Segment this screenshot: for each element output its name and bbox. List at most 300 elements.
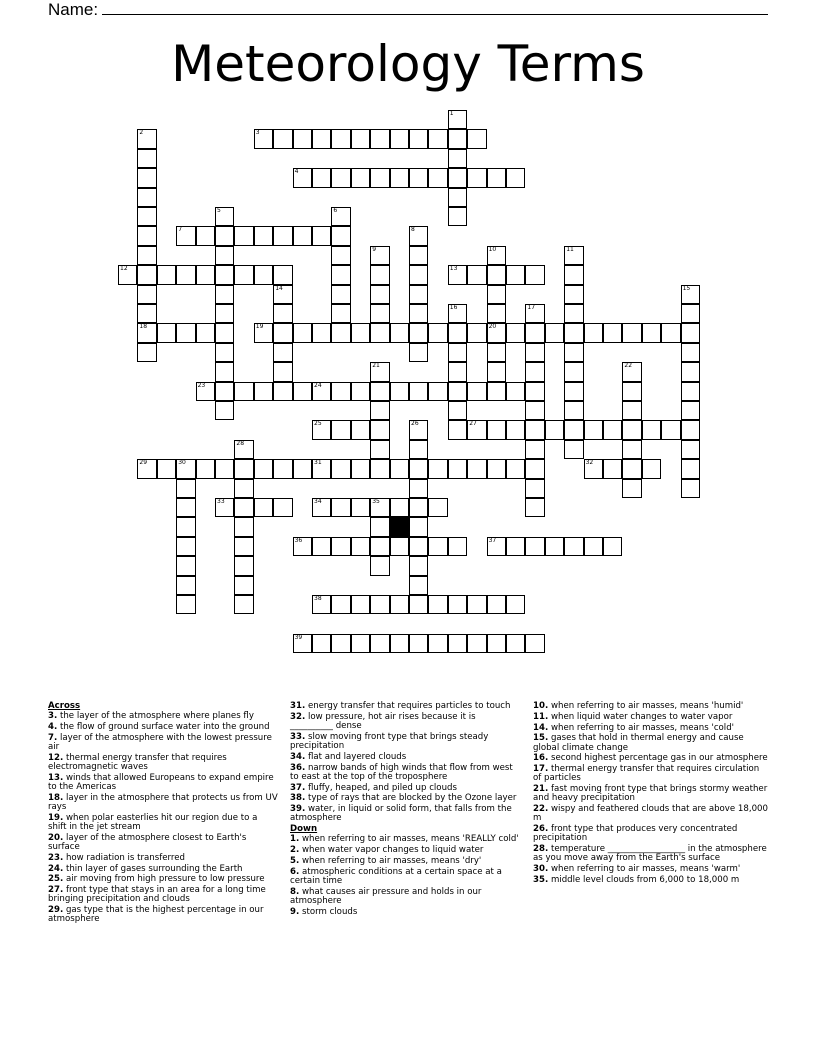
grid-cell[interactable] [370, 168, 389, 187]
black-square [390, 517, 409, 536]
grid-cell[interactable] [564, 440, 583, 459]
grid-cell[interactable] [409, 576, 428, 595]
grid-cell[interactable] [448, 265, 467, 284]
grid-cell[interactable] [312, 537, 331, 556]
grid-cell[interactable] [506, 168, 525, 187]
grid-cell[interactable] [390, 129, 409, 148]
grid-cell[interactable] [370, 634, 389, 653]
grid-cell[interactable] [448, 459, 467, 478]
grid-cell[interactable] [681, 382, 700, 401]
grid-cell[interactable] [331, 265, 350, 284]
grid-cell[interactable] [137, 246, 156, 265]
grid-cell[interactable] [312, 168, 331, 187]
grid-cell[interactable] [409, 246, 428, 265]
grid-cell[interactable] [467, 168, 486, 187]
grid-cell[interactable] [681, 304, 700, 323]
grid-cell[interactable] [467, 129, 486, 148]
clue-number: 20 [488, 323, 497, 331]
grid-cell[interactable] [196, 323, 215, 342]
grid-cell[interactable] [448, 634, 467, 653]
grid-cell[interactable] [370, 304, 389, 323]
grid-cell[interactable] [661, 323, 680, 342]
grid-cell[interactable] [390, 537, 409, 556]
grid-cell[interactable] [525, 459, 544, 478]
grid-cell[interactable] [137, 149, 156, 168]
grid-cell[interactable] [564, 537, 583, 556]
grid-cell[interactable] [428, 634, 447, 653]
grid-cell[interactable] [525, 265, 544, 284]
grid-cell[interactable] [370, 323, 389, 342]
grid-cell[interactable] [273, 323, 292, 342]
grid-cell[interactable] [603, 420, 622, 439]
grid-cell[interactable] [176, 498, 195, 517]
grid-cell[interactable] [409, 226, 428, 245]
grid-cell[interactable] [448, 149, 467, 168]
grid-cell[interactable] [137, 323, 156, 342]
grid-cell[interactable] [370, 246, 389, 265]
grid-cell[interactable] [215, 459, 234, 478]
grid-cell[interactable] [176, 265, 195, 284]
grid-cell[interactable] [448, 168, 467, 187]
grid-cell[interactable] [370, 498, 389, 517]
grid-cell[interactable] [409, 285, 428, 304]
grid-cell[interactable] [331, 129, 350, 148]
grid-cell[interactable] [331, 634, 350, 653]
grid-cell[interactable] [370, 459, 389, 478]
grid-cell[interactable] [584, 537, 603, 556]
grid-cell[interactable] [409, 304, 428, 323]
grid-cell[interactable] [137, 188, 156, 207]
grid-cell[interactable] [525, 401, 544, 420]
grid-cell[interactable] [215, 323, 234, 342]
grid-cell[interactable] [448, 420, 467, 439]
grid-cell[interactable] [293, 323, 312, 342]
grid-cell[interactable] [370, 517, 389, 536]
clue-item [290, 888, 520, 906]
grid-cell[interactable] [487, 285, 506, 304]
grid-cell[interactable] [564, 246, 583, 265]
grid-cell[interactable] [661, 420, 680, 439]
grid-cell[interactable] [390, 595, 409, 614]
grid-cell[interactable] [409, 517, 428, 536]
grid-cell[interactable] [312, 420, 331, 439]
grid-cell[interactable] [681, 420, 700, 439]
grid-cell[interactable] [351, 168, 370, 187]
grid-cell[interactable] [254, 265, 273, 284]
grid-cell[interactable] [293, 168, 312, 187]
grid-cell[interactable] [467, 420, 486, 439]
grid-cell[interactable] [254, 498, 273, 517]
grid-cell[interactable] [351, 459, 370, 478]
grid-cell[interactable] [448, 382, 467, 401]
grid-cell[interactable] [370, 595, 389, 614]
grid-cell[interactable] [390, 382, 409, 401]
grid-cell[interactable] [351, 498, 370, 517]
grid-cell[interactable] [506, 382, 525, 401]
grid-cell[interactable] [331, 420, 350, 439]
grid-cell[interactable] [564, 401, 583, 420]
grid-cell[interactable] [545, 323, 564, 342]
grid-cell[interactable] [273, 498, 292, 517]
grid-cell[interactable] [487, 343, 506, 362]
grid-cell[interactable] [370, 420, 389, 439]
clue-number: 9. [290, 906, 300, 917]
grid-cell[interactable] [215, 265, 234, 284]
grid-cell[interactable] [137, 207, 156, 226]
grid-cell[interactable] [273, 285, 292, 304]
grid-cell[interactable] [487, 265, 506, 284]
grid-cell[interactable] [312, 382, 331, 401]
grid-cell[interactable] [234, 576, 253, 595]
grid-cell[interactable] [622, 459, 641, 478]
grid-cell[interactable] [137, 285, 156, 304]
grid-cell[interactable] [409, 168, 428, 187]
grid-cell[interactable] [390, 168, 409, 187]
grid-cell[interactable] [254, 459, 273, 478]
grid-cell[interactable] [409, 382, 428, 401]
grid-cell[interactable] [331, 537, 350, 556]
grid-cell[interactable] [545, 537, 564, 556]
grid-cell[interactable] [525, 382, 544, 401]
grid-cell[interactable] [428, 459, 447, 478]
grid-cell[interactable] [681, 401, 700, 420]
grid-cell[interactable] [390, 498, 409, 517]
grid-cell[interactable] [564, 420, 583, 439]
grid-cell[interactable] [234, 498, 253, 517]
clue-number: 21. [533, 784, 549, 795]
grid-cell[interactable] [564, 323, 583, 342]
grid-cell[interactable] [196, 459, 215, 478]
grid-cell[interactable] [525, 343, 544, 362]
grid-cell[interactable] [448, 343, 467, 362]
grid-cell[interactable] [506, 420, 525, 439]
grid-cell[interactable] [525, 440, 544, 459]
grid-cell[interactable] [603, 537, 622, 556]
grid-cell[interactable] [681, 362, 700, 381]
grid-cell[interactable] [487, 323, 506, 342]
grid-cell[interactable] [273, 265, 292, 284]
grid-cell[interactable] [176, 459, 195, 478]
grid-cell[interactable] [564, 382, 583, 401]
grid-cell[interactable] [448, 207, 467, 226]
grid-cell[interactable] [157, 323, 176, 342]
grid-cell[interactable] [254, 226, 273, 245]
grid-cell[interactable] [293, 537, 312, 556]
grid-cell[interactable] [234, 479, 253, 498]
grid-cell[interactable] [370, 362, 389, 381]
grid-cell[interactable] [584, 323, 603, 342]
grid-cell[interactable] [215, 246, 234, 265]
grid-cell[interactable] [215, 285, 234, 304]
grid-cell[interactable] [351, 537, 370, 556]
grid-cell[interactable] [196, 265, 215, 284]
grid-cell[interactable] [564, 265, 583, 284]
grid-cell[interactable] [196, 382, 215, 401]
grid-cell[interactable] [312, 498, 331, 517]
grid-cell[interactable] [525, 362, 544, 381]
grid-cell[interactable] [351, 420, 370, 439]
grid-cell[interactable] [642, 323, 661, 342]
grid-cell[interactable] [409, 420, 428, 439]
grid-cell[interactable] [409, 479, 428, 498]
grid-cell[interactable] [642, 420, 661, 439]
grid-cell[interactable] [390, 634, 409, 653]
grid-cell[interactable] [234, 226, 253, 245]
grid-cell[interactable] [448, 110, 467, 129]
grid-cell[interactable] [273, 362, 292, 381]
grid-cell[interactable] [448, 362, 467, 381]
grid-cell[interactable] [370, 382, 389, 401]
grid-cell[interactable] [681, 479, 700, 498]
grid-cell[interactable] [428, 537, 447, 556]
grid-cell[interactable] [312, 459, 331, 478]
grid-cell[interactable] [331, 323, 350, 342]
grid-cell[interactable] [196, 226, 215, 245]
grid-cell[interactable] [312, 634, 331, 653]
grid-cell[interactable] [273, 382, 292, 401]
grid-cell[interactable] [506, 265, 525, 284]
grid-cell[interactable] [312, 595, 331, 614]
grid-cell[interactable] [409, 129, 428, 148]
grid-cell[interactable] [409, 265, 428, 284]
grid-cell[interactable] [215, 207, 234, 226]
grid-cell[interactable] [157, 265, 176, 284]
grid-cell[interactable] [448, 129, 467, 148]
grid-cell[interactable] [234, 459, 253, 478]
grid-cell[interactable] [351, 382, 370, 401]
grid-cell[interactable] [622, 401, 641, 420]
grid-cell[interactable] [428, 323, 447, 342]
grid-cell[interactable] [273, 129, 292, 148]
grid-cell[interactable] [234, 517, 253, 536]
grid-cell[interactable] [234, 595, 253, 614]
grid-cell[interactable] [525, 498, 544, 517]
grid-cell[interactable] [428, 498, 447, 517]
grid-cell[interactable] [351, 323, 370, 342]
grid-cell[interactable] [137, 304, 156, 323]
grid-cell[interactable] [448, 188, 467, 207]
grid-cell[interactable] [622, 362, 641, 381]
grid-cell[interactable] [487, 634, 506, 653]
grid-cell[interactable] [176, 595, 195, 614]
grid-cell[interactable] [564, 285, 583, 304]
grid-cell[interactable] [525, 323, 544, 342]
grid-cell[interactable] [234, 265, 253, 284]
clue-number: 2 [139, 129, 144, 137]
grid-cell[interactable] [390, 323, 409, 342]
grid-cell[interactable] [293, 459, 312, 478]
grid-cell[interactable] [215, 498, 234, 517]
grid-cell[interactable] [409, 440, 428, 459]
grid-cell[interactable] [506, 323, 525, 342]
grid-cell[interactable] [273, 343, 292, 362]
grid-cell[interactable] [370, 401, 389, 420]
grid-cell[interactable] [331, 168, 350, 187]
grid-cell[interactable] [428, 595, 447, 614]
grid-cell[interactable] [390, 459, 409, 478]
grid-cell[interactable] [234, 556, 253, 575]
clue-number: 19. [48, 812, 64, 823]
grid-cell[interactable] [370, 129, 389, 148]
grid-cell[interactable] [176, 323, 195, 342]
grid-cell[interactable] [234, 382, 253, 401]
grid-cell[interactable] [331, 304, 350, 323]
grid-cell[interactable] [409, 537, 428, 556]
grid-cell[interactable] [487, 168, 506, 187]
grid-cell[interactable] [487, 537, 506, 556]
grid-cell[interactable] [370, 537, 389, 556]
grid-cell[interactable] [622, 479, 641, 498]
grid-cell[interactable] [681, 459, 700, 478]
grid-cell[interactable] [642, 459, 661, 478]
grid-cell[interactable] [506, 537, 525, 556]
grid-cell[interactable] [118, 265, 137, 284]
grid-cell[interactable] [409, 498, 428, 517]
grid-cell[interactable] [525, 634, 544, 653]
grid-cell[interactable] [254, 382, 273, 401]
grid-cell[interactable] [157, 459, 176, 478]
grid-cell[interactable] [215, 304, 234, 323]
grid-cell[interactable] [525, 304, 544, 323]
grid-cell[interactable] [370, 265, 389, 284]
clue-number: 5. [290, 855, 300, 866]
grid-cell[interactable] [215, 382, 234, 401]
grid-cell[interactable] [331, 246, 350, 265]
grid-cell[interactable] [331, 207, 350, 226]
grid-cell[interactable] [331, 459, 350, 478]
grid-cell[interactable] [234, 440, 253, 459]
grid-cell[interactable] [525, 420, 544, 439]
grid-cell[interactable] [467, 459, 486, 478]
grid-cell[interactable] [331, 498, 350, 517]
grid-cell[interactable] [487, 420, 506, 439]
grid-cell[interactable] [448, 401, 467, 420]
grid-cell[interactable] [273, 304, 292, 323]
grid-cell[interactable] [487, 304, 506, 323]
grid-cell[interactable] [622, 440, 641, 459]
grid-cell[interactable] [351, 129, 370, 148]
grid-cell[interactable] [584, 420, 603, 439]
grid-cell[interactable] [215, 343, 234, 362]
grid-cell[interactable] [467, 265, 486, 284]
grid-cell[interactable] [176, 576, 195, 595]
grid-cell[interactable] [506, 459, 525, 478]
grid-cell[interactable] [312, 226, 331, 245]
grid-cell[interactable] [215, 226, 234, 245]
grid-cell[interactable] [176, 537, 195, 556]
grid-cell[interactable] [215, 401, 234, 420]
grid-cell[interactable] [312, 323, 331, 342]
grid-cell[interactable] [681, 285, 700, 304]
grid-cell[interactable] [351, 595, 370, 614]
grid-cell[interactable] [622, 420, 641, 439]
grid-cell[interactable] [254, 129, 273, 148]
grid-cell[interactable] [506, 595, 525, 614]
grid-cell[interactable] [545, 420, 564, 439]
grid-cell[interactable] [487, 382, 506, 401]
grid-cell[interactable] [351, 634, 370, 653]
grid-cell[interactable] [409, 634, 428, 653]
grid-cell[interactable] [176, 517, 195, 536]
grid-cell[interactable] [409, 323, 428, 342]
grid-cell[interactable] [428, 382, 447, 401]
grid-cell[interactable] [467, 634, 486, 653]
grid-cell[interactable] [603, 323, 622, 342]
grid-cell[interactable] [176, 226, 195, 245]
grid-cell[interactable] [370, 440, 389, 459]
grid-cell[interactable] [409, 343, 428, 362]
grid-cell[interactable] [564, 343, 583, 362]
grid-cell[interactable] [137, 343, 156, 362]
grid-cell[interactable] [448, 323, 467, 342]
grid-cell[interactable] [564, 362, 583, 381]
grid-cell[interactable] [312, 129, 331, 148]
grid-cell[interactable] [525, 537, 544, 556]
grid-cell[interactable] [506, 634, 525, 653]
grid-cell[interactable] [487, 595, 506, 614]
grid-cell[interactable] [409, 595, 428, 614]
clue-number: 16. [533, 753, 549, 764]
grid-cell[interactable] [448, 304, 467, 323]
grid-cell[interactable] [467, 595, 486, 614]
grid-cell[interactable] [137, 168, 156, 187]
grid-cell[interactable] [409, 459, 428, 478]
grid-cell[interactable] [331, 226, 350, 245]
grid-cell[interactable] [293, 382, 312, 401]
grid-cell[interactable] [273, 459, 292, 478]
grid-cell[interactable] [273, 226, 292, 245]
grid-cell[interactable] [681, 323, 700, 342]
grid-cell[interactable] [331, 285, 350, 304]
grid-cell[interactable] [467, 382, 486, 401]
grid-cell[interactable] [564, 304, 583, 323]
grid-cell[interactable] [525, 479, 544, 498]
grid-cell[interactable] [137, 129, 156, 148]
grid-cell[interactable] [428, 129, 447, 148]
grid-cell[interactable] [176, 479, 195, 498]
grid-cell[interactable] [409, 556, 428, 575]
grid-cell[interactable] [487, 246, 506, 265]
grid-cell[interactable] [428, 168, 447, 187]
grid-cell[interactable] [622, 382, 641, 401]
grid-cell[interactable] [293, 129, 312, 148]
grid-cell[interactable] [370, 556, 389, 575]
grid-cell[interactable] [137, 459, 156, 478]
grid-cell[interactable] [293, 226, 312, 245]
grid-cell[interactable] [370, 285, 389, 304]
grid-cell[interactable] [681, 440, 700, 459]
grid-cell[interactable] [584, 459, 603, 478]
grid-cell[interactable] [176, 556, 195, 575]
grid-cell[interactable] [487, 362, 506, 381]
grid-cell[interactable] [448, 595, 467, 614]
grid-cell[interactable] [137, 226, 156, 245]
grid-cell[interactable] [448, 537, 467, 556]
grid-cell[interactable] [622, 323, 641, 342]
grid-cell[interactable] [331, 595, 350, 614]
grid-cell[interactable] [331, 382, 350, 401]
grid-cell[interactable] [603, 459, 622, 478]
grid-cell[interactable] [467, 323, 486, 342]
grid-cell[interactable] [487, 459, 506, 478]
grid-cell[interactable] [254, 323, 273, 342]
grid-cell[interactable] [234, 537, 253, 556]
grid-cell[interactable] [293, 634, 312, 653]
grid-cell[interactable] [215, 362, 234, 381]
grid-cell[interactable] [681, 343, 700, 362]
page-title: Meteorology Terms [171, 35, 645, 93]
grid-cell[interactable] [137, 265, 156, 284]
